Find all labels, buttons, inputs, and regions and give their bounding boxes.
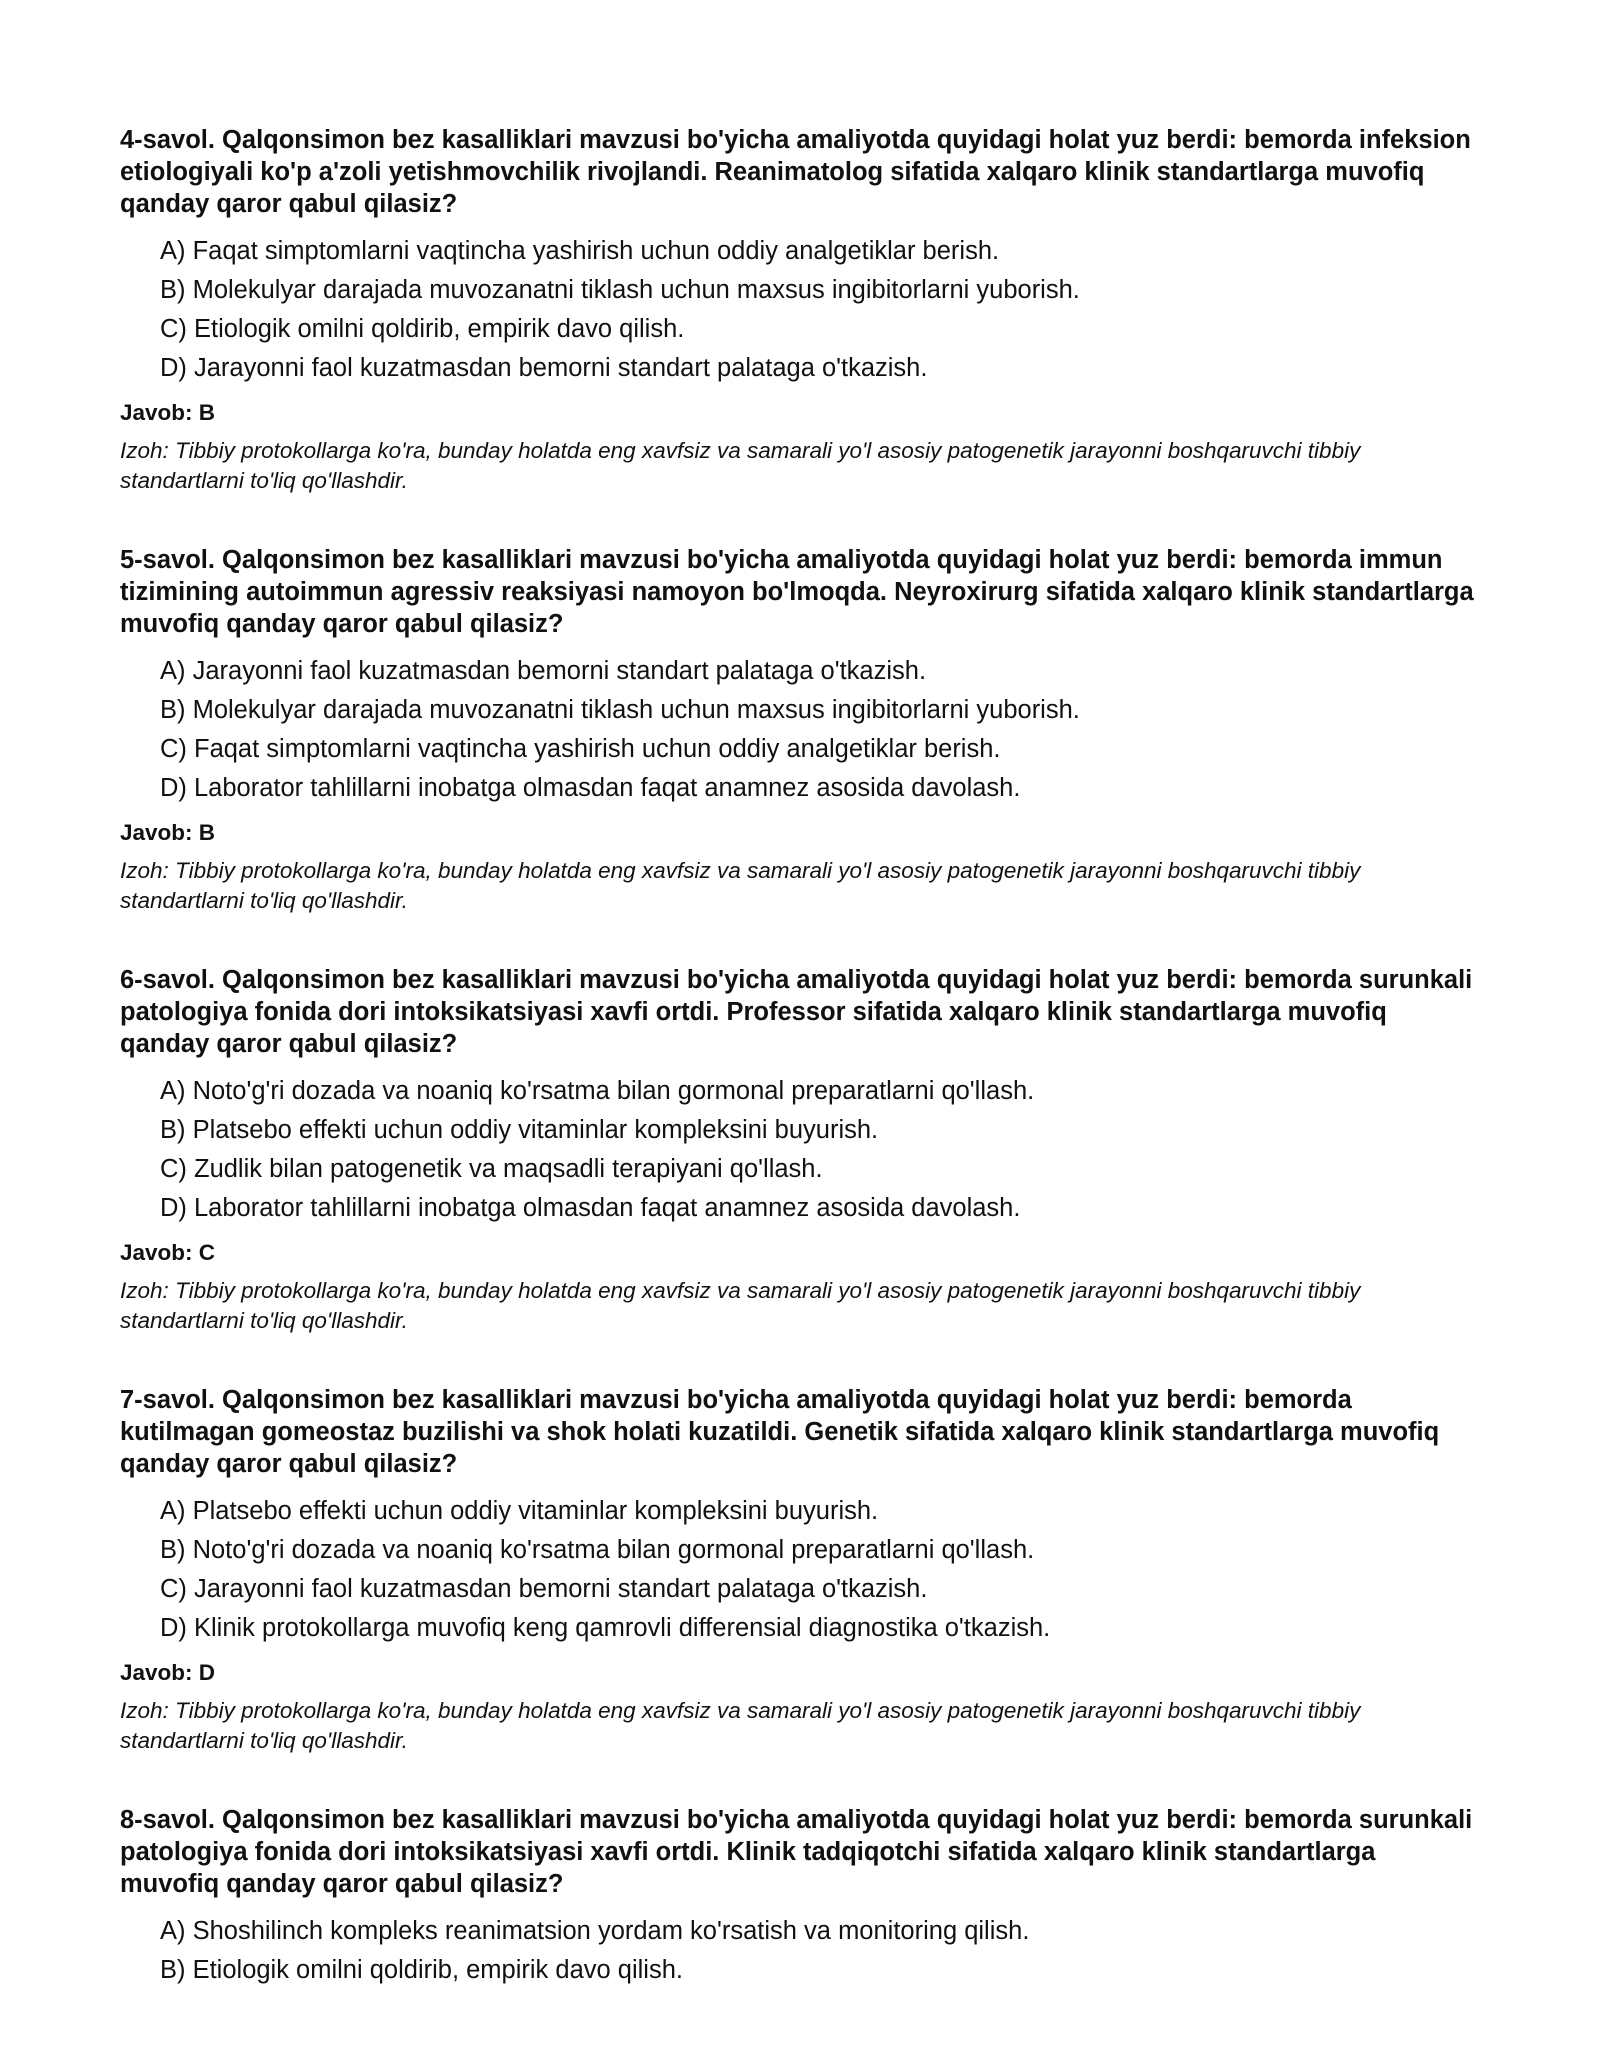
option-c: C) Zudlik bilan patogenetik va maqsadli terapiyani qo'llash. bbox=[160, 1155, 823, 1183]
explanation: Izoh: Tibbiy protokollarga ko'ra, bunday holatda eng xavfsiz va samarali yo'l asosiy patogenetik jarayonni boshqaruvchi tibbiy standartlarni to'liq qo'llashdir. bbox=[120, 858, 1361, 913]
explanation: Izoh: Tibbiy protokollarga ko'ra, bunday holatda eng xavfsiz va samarali yo'l asosiy patogenetik jarayonni boshqaruvchi tibbiy standartlarni to'liq qo'llashdir. bbox=[120, 438, 1361, 493]
option-d: D) Laborator tahlillarni inobatga olmasdan faqat anamnez asosida davolash. bbox=[160, 774, 1021, 802]
answer: Javob: B bbox=[120, 400, 216, 425]
explanation: Izoh: Tibbiy protokollarga ko'ra, bunday holatda eng xavfsiz va samarali yo'l asosiy patogenetik jarayonni boshqaruvchi tibbiy standartlarni to'liq qo'llashdir. bbox=[120, 1278, 1361, 1333]
question-text: 4-savol. Qalqonsimon bez kasalliklari mavzusi bo'yicha amaliyotda quyidagi holat yuz berdi: bemorda infeksion etiologiyali ko'p a'zoli yetishmovchilik rivojlandi. Reanimatolog sifatida xalqaro klinik standartlarga muvofiq qanday qaror qabul qilasiz? bbox=[120, 126, 1471, 218]
answer: Javob: B bbox=[120, 820, 216, 845]
options-list bbox=[120, 1072, 1480, 1228]
option-b: B) Molekulyar darajada muvozanatni tiklash uchun maxsus ingibitorlarni yuborish. bbox=[160, 696, 1080, 724]
answer: Javob: C bbox=[120, 1240, 216, 1265]
option-b: B) Molekulyar darajada muvozanatni tiklash uchun maxsus ingibitorlarni yuborish. bbox=[160, 276, 1080, 304]
option-d: D) Laborator tahlillarni inobatga olmasdan faqat anamnez asosida davolash. bbox=[160, 1194, 1021, 1222]
option-d: D) Klinik protokollarga muvofiq keng qamrovli differensial diagnostika o'tkazish. bbox=[160, 1614, 1051, 1642]
question-text: 6-savol. Qalqonsimon bez kasalliklari mavzusi bo'yicha amaliyotda quyidagi holat yuz berdi: bemorda surunkali patologiya fonida dori intoksikatsiyasi xavfi ortdi. Professor sifatida xalqaro klinik standartlarga muvofiq qanday qaror qabul qilasiz? bbox=[120, 966, 1473, 1058]
question-block bbox=[120, 964, 1480, 1336]
question-text: 5-savol. Qalqonsimon bez kasalliklari mavzusi bo'yicha amaliyotda quyidagi holat yuz berdi: bemorda immun tizimining autoimmun agressiv reaksiyasi namoyon bo'lmoqda. Neyroxirurg sifatida xalqaro klinik standartlarga muvofiq qanday qaror qabul qilasiz? bbox=[120, 546, 1474, 638]
option-b: B) Platsebo effekti uchun oddiy vitaminlar kompleksini buyurish. bbox=[160, 1116, 879, 1144]
options-list bbox=[120, 232, 1480, 388]
question-block bbox=[120, 544, 1480, 916]
document-page bbox=[120, 124, 1480, 2038]
option-d: D) Jarayonni faol kuzatmasdan bemorni standart palataga o'tkazish. bbox=[160, 354, 928, 382]
option-c: C) Jarayonni faol kuzatmasdan bemorni standart palataga o'tkazish. bbox=[160, 1575, 928, 1603]
question-block bbox=[120, 1804, 1480, 1990]
option-a: A) Jarayonni faol kuzatmasdan bemorni standart palataga o'tkazish. bbox=[160, 657, 927, 685]
question-block bbox=[120, 124, 1480, 496]
answer: Javob: D bbox=[120, 1660, 216, 1685]
question-text: 7-savol. Qalqonsimon bez kasalliklari mavzusi bo'yicha amaliyotda quyidagi holat yuz berdi: bemorda kutilmagan gomeostaz buzilishi va shok holati kuzatildi. Genetik sifatida xalqaro klinik standartlarga muvofiq qanday qaror qabul qilasiz? bbox=[120, 1386, 1440, 1478]
options-list bbox=[120, 1912, 1480, 1990]
option-c: C) Faqat simptomlarni vaqtincha yashirish uchun oddiy analgetiklar berish. bbox=[160, 735, 1001, 763]
option-a: A) Platsebo effekti uchun oddiy vitaminlar kompleksini buyurish. bbox=[160, 1497, 879, 1525]
explanation: Izoh: Tibbiy protokollarga ko'ra, bunday holatda eng xavfsiz va samarali yo'l asosiy patogenetik jarayonni boshqaruvchi tibbiy standartlarni to'liq qo'llashdir. bbox=[120, 1698, 1361, 1753]
question-text: 8-savol. Qalqonsimon bez kasalliklari mavzusi bo'yicha amaliyotda quyidagi holat yuz berdi: bemorda surunkali patologiya fonida dori intoksikatsiyasi xavfi ortdi. Klinik tadqiqotchi sifatida xalqaro klinik standartlarga muvofiq qanday qaror qabul qilasiz? bbox=[120, 1806, 1473, 1898]
option-a: A) Noto'g'ri dozada va noaniq ko'rsatma bilan gormonal preparatlarni qo'llash. bbox=[160, 1077, 1035, 1105]
options-list bbox=[120, 652, 1480, 808]
question-block bbox=[120, 1384, 1480, 1756]
option-a: A) Faqat simptomlarni vaqtincha yashirish uchun oddiy analgetiklar berish. bbox=[160, 237, 1000, 265]
option-a: A) Shoshilinch kompleks reanimatsion yordam ko'rsatish va monitoring qilish. bbox=[160, 1917, 1030, 1945]
options-list bbox=[120, 1492, 1480, 1648]
option-b: B) Noto'g'ri dozada va noaniq ko'rsatma bilan gormonal preparatlarni qo'llash. bbox=[160, 1536, 1035, 1564]
option-b: B) Etiologik omilni qoldirib, empirik davo qilish. bbox=[160, 1956, 683, 1984]
option-c: C) Etiologik omilni qoldirib, empirik davo qilish. bbox=[160, 315, 685, 343]
